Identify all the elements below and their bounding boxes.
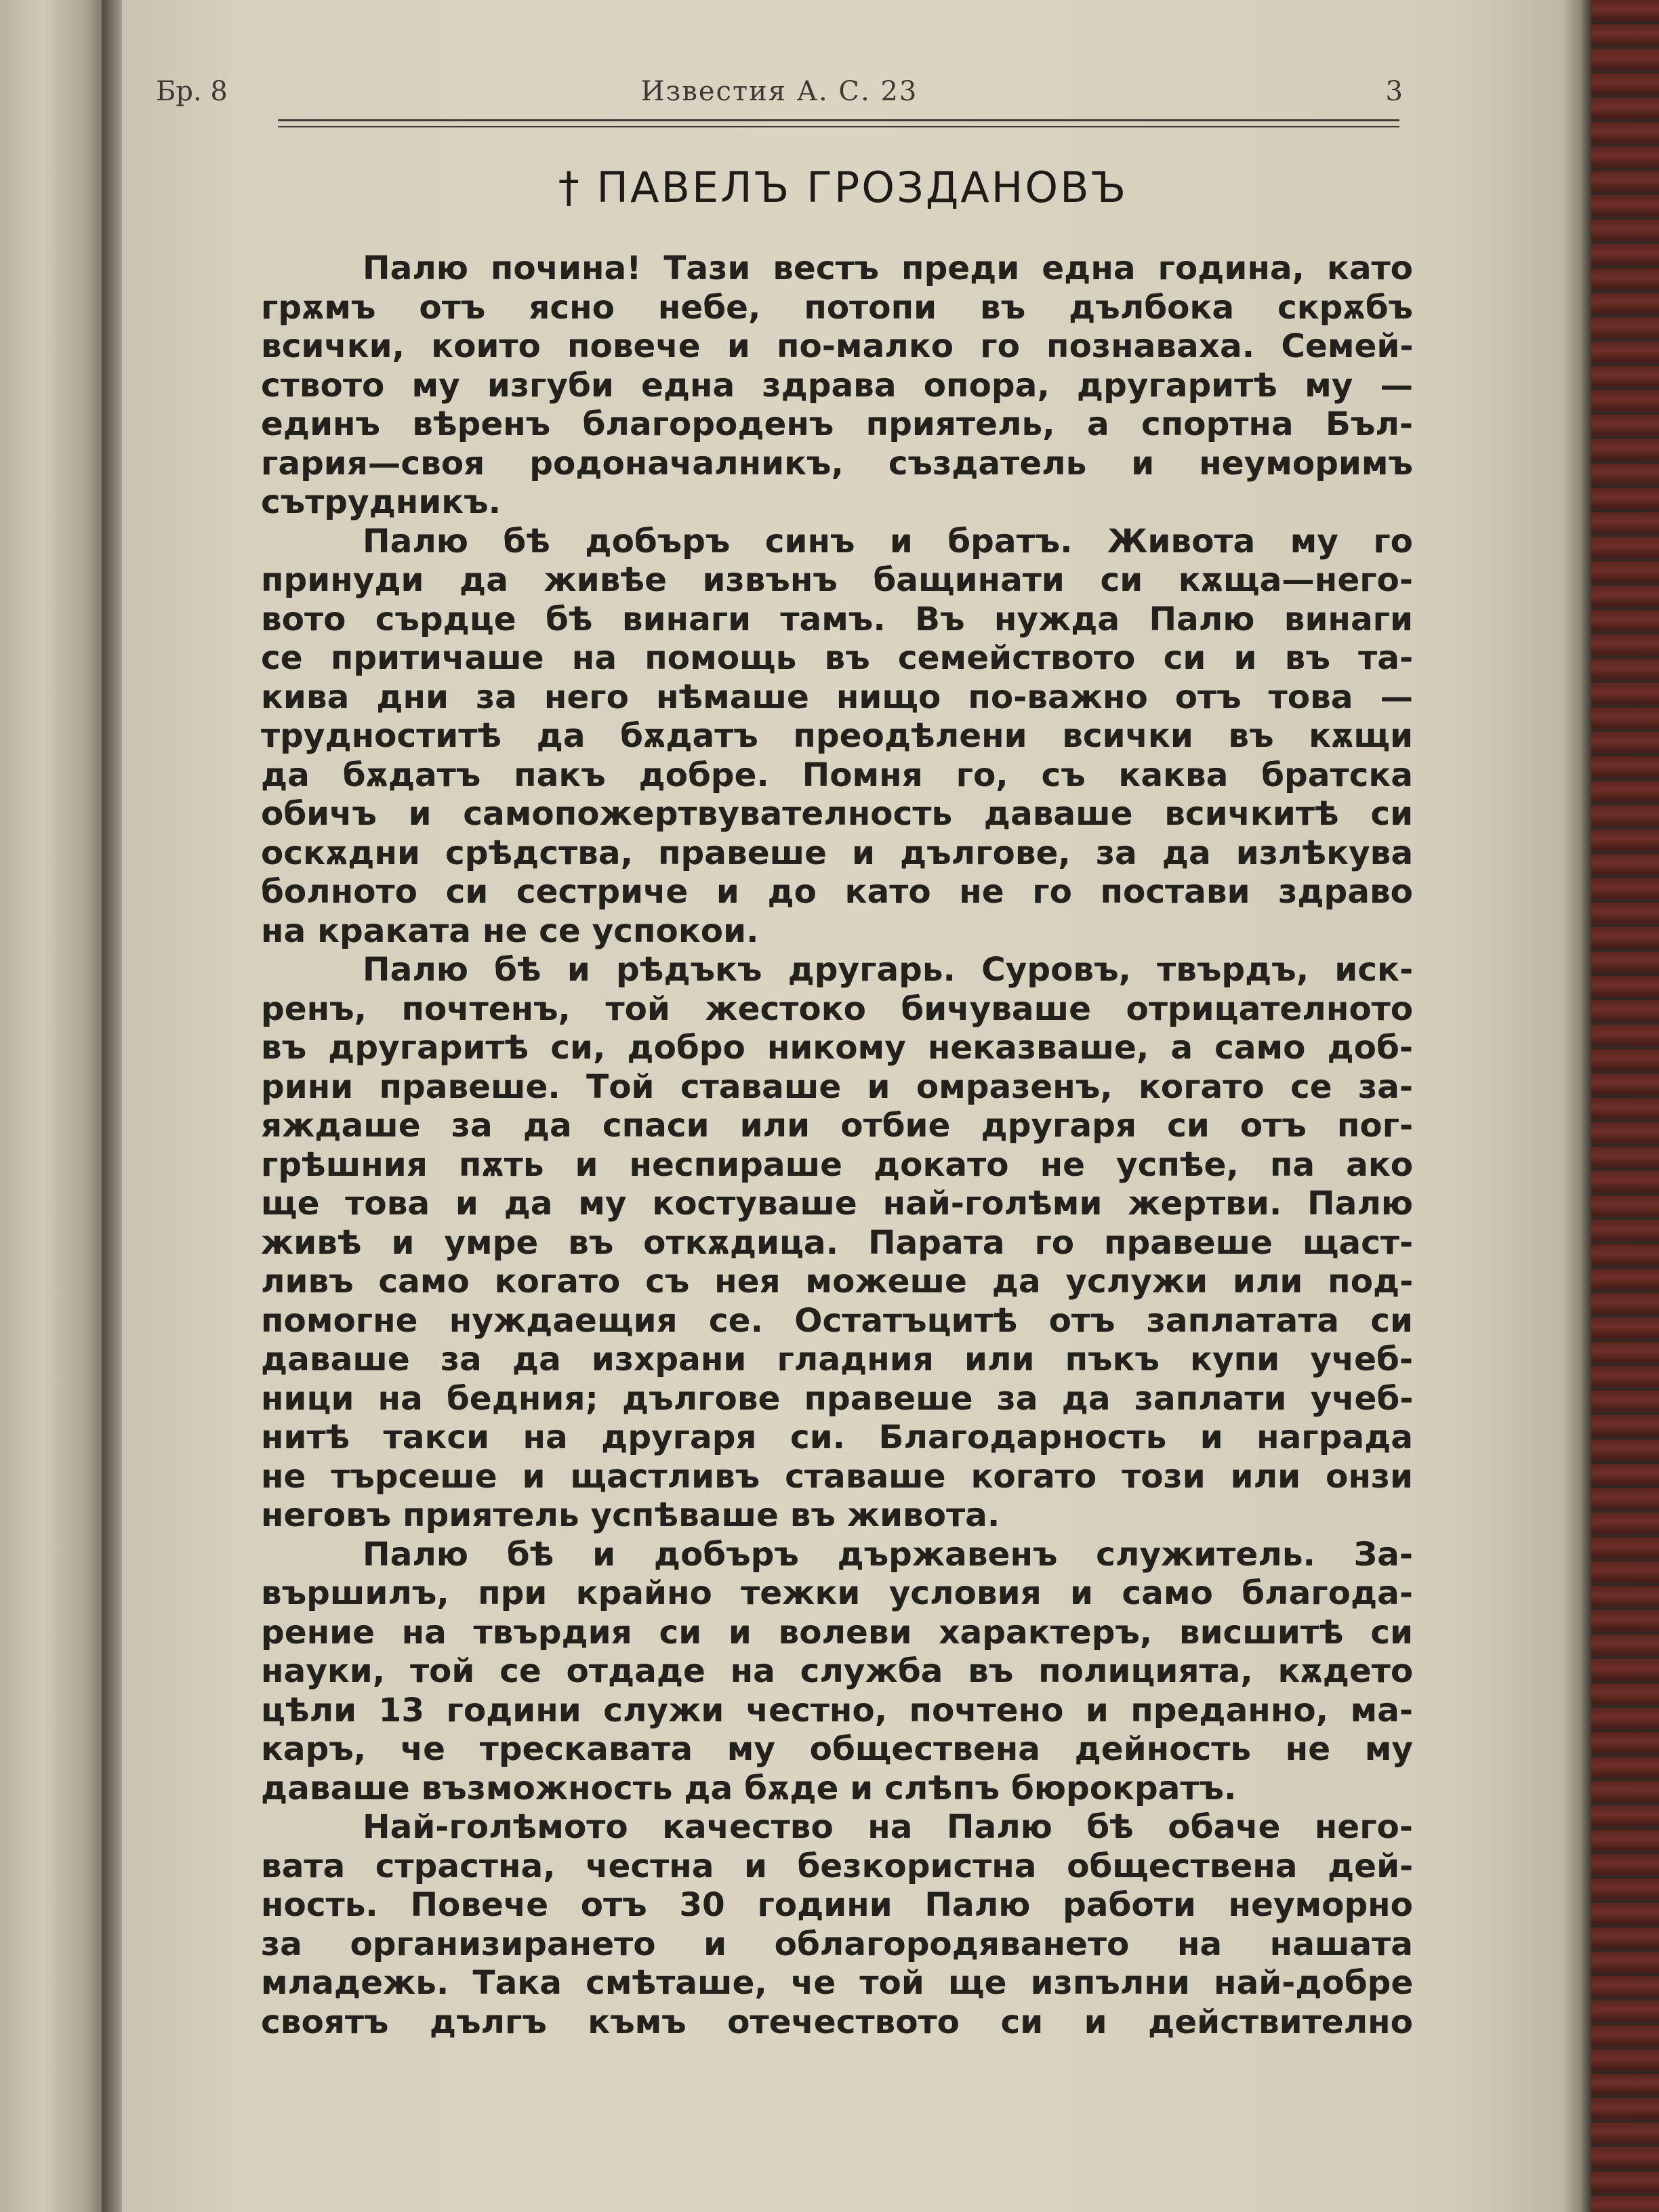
text-line: кива дни за него нѣмаше нищо по-важно отъ това — <box>261 678 1414 716</box>
book-binding <box>1591 0 1659 2212</box>
text-line: всички, които повече и по-малко го познаваха. Семей- <box>261 327 1414 365</box>
journal-title: Известия А. С. 23 <box>640 76 918 107</box>
left-facing-page <box>0 0 108 2212</box>
text-line: гария—своя родоначалникъ, създатель и неуморимъ <box>261 444 1413 483</box>
text-line: сътрудникъ. <box>261 483 501 521</box>
text-line: неговъ приятель успѣваше въ живота. <box>261 1496 1000 1534</box>
text-line: своятъ дългъ къмъ отечеството си и действително <box>261 2003 1413 2041</box>
text-line: яждаше за да спаси или отбие другаря си отъ пог- <box>261 1107 1414 1145</box>
article-body <box>261 249 1413 2042</box>
text-line: живѣ и умре въ откѫдица. Парата го правеше щаст- <box>261 1223 1414 1262</box>
page-stack-edge <box>1564 0 1591 2212</box>
text-line: въ другаритѣ си, добро никому неказваше, а само доб- <box>261 1029 1413 1067</box>
text-line: младежь. Така смѣташе, че той ще изпълни най-добре <box>261 1964 1414 2002</box>
text-line: ството му изгуби една здрава опора, другаритѣ му — <box>261 366 1413 405</box>
header-rule-top <box>278 119 1399 121</box>
text-line: се притичаше на помощь въ семейството си и въ та- <box>261 639 1414 677</box>
text-line: науки, той се отдаде на служба въ полицията, кѫдето <box>261 1652 1414 1690</box>
text-line: вата страстна, честна и безкористна обществена дей- <box>261 1847 1414 1885</box>
text-line: Палю бѣ и добъръ държавенъ служитель. За- <box>363 1535 1413 1574</box>
text-line: за организирането и облагородяването на нашата <box>261 1925 1413 1963</box>
text-line: единъ вѣренъ благороденъ приятель, а спортна Бъл- <box>261 405 1413 443</box>
text-line: ренъ, почтенъ, той жестоко бичуваше отрицателното <box>261 989 1414 1028</box>
text-line: вото сърдце бѣ винаги тамъ. Въ нужда Палю винаги <box>261 600 1413 638</box>
text-line: трудноститѣ да бѫдатъ преодѣлени всички въ кѫщи <box>261 717 1413 755</box>
text-line: грѣшния пѫть и неспираше докато не успѣе, па ако <box>261 1145 1414 1184</box>
article-title: † ПАВЕЛЪ ГРОЗДАНОВЪ <box>558 163 1128 212</box>
running-header <box>156 76 1403 117</box>
text-line: рини правеше. Той ставаше и омразенъ, когато се за- <box>261 1067 1413 1106</box>
text-line: на краката не се успокои. <box>261 912 759 950</box>
text-line: ливъ само когато съ нея можеше да услужи или под- <box>261 1263 1414 1300</box>
text-line: ность. Повече отъ 30 години Палю работи неуморно <box>261 1886 1413 1924</box>
header-rule-bottom <box>278 126 1399 127</box>
text-line: вършилъ, при крайно тежки условия и само благода- <box>261 1574 1413 1612</box>
text-line: да бѫдатъ пакъ добре. Помня го, съ каква братска <box>261 756 1413 794</box>
text-line: даваше възможность да бѫде и слѣпъ бюрократъ. <box>261 1769 1237 1807</box>
text-line: грѫмъ отъ ясно небе, потопи въ дълбока скрѫбъ <box>261 288 1413 327</box>
text-line: Палю бѣ и рѣдъкъ другарь. Суровъ, твърдъ, иск- <box>363 951 1414 989</box>
text-line: цѣли 13 години служи честно, почтено и преданно, ма- <box>261 1691 1413 1729</box>
text-line: Палю почина! Тази вестъ преди една година, като <box>363 249 1413 287</box>
page-number: 3 <box>1385 76 1403 107</box>
text-line: рение на твърдия си и волеви характеръ, висшитѣ си <box>261 1613 1413 1652</box>
text-line: оскѫдни срѣдства, правеше и дългове, за да излѣкува <box>261 834 1414 872</box>
text-line: Най-голѣмото качество на Палю бѣ обаче него- <box>363 1808 1413 1846</box>
text-line: помогне нуждаещия се. Остатъцитѣ отъ заплатата си <box>261 1301 1413 1340</box>
text-line: обичъ и самопожертвувателность даваше всичкитѣ си <box>261 795 1414 833</box>
text-line: ници на бедния; дългове правеше за да заплати учеб- <box>261 1379 1414 1418</box>
text-line: нитѣ такси на другаря си. Благодарность и награда <box>261 1418 1413 1456</box>
text-line: каръ, че трескавата му обществена дейность не му <box>261 1730 1413 1768</box>
text-line: принуди да живѣе извънъ бащинати си кѫща—него- <box>261 561 1413 599</box>
issue-number: Бр. 8 <box>156 76 228 107</box>
text-line: Палю бѣ добъръ синъ и братъ. Живота му го <box>363 522 1413 560</box>
text-line: болното си сестриче и до като не го постави здраво <box>261 873 1413 911</box>
text-line: даваше за да изхрани гладния или пъкъ купи учеб- <box>261 1340 1414 1378</box>
text-line: ще това и да му костуваше най-голѣми жертви. Палю <box>261 1185 1414 1223</box>
text-line: не търсеше и щастливъ ставаше когато този или онзи <box>261 1457 1413 1496</box>
